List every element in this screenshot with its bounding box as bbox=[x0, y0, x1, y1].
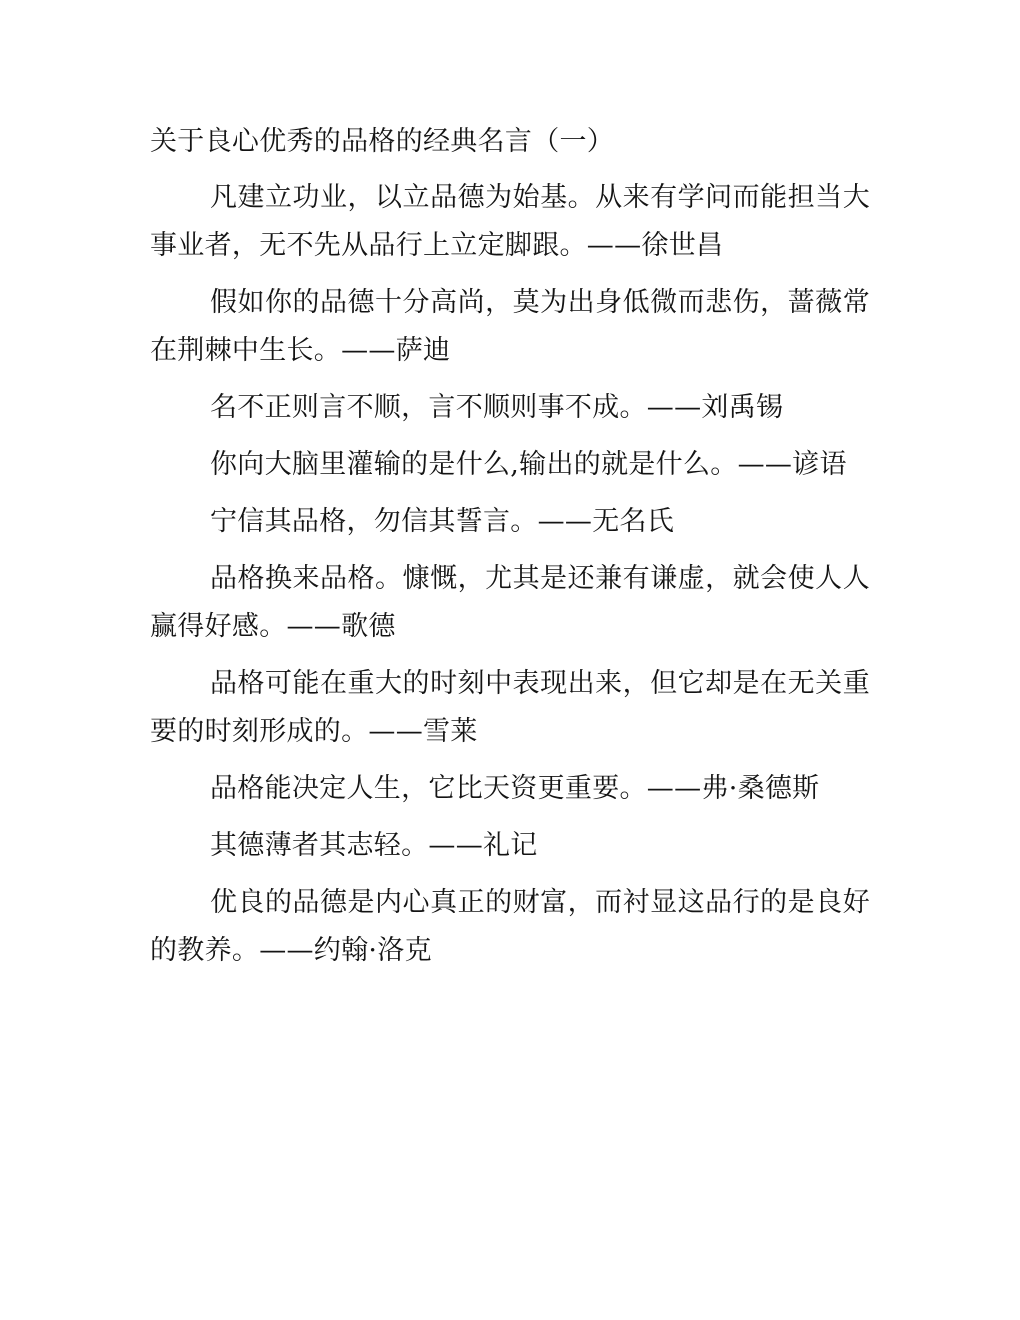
quote-paragraph: 优良的品德是内心真正的财富，而衬显这品行的是良好的教养。——约翰·洛克 bbox=[150, 887, 870, 966]
quote-paragraph: 假如你的品德十分高尚，莫为出身低微而悲伤，蔷薇常在荆棘中生长。——萨迪 bbox=[150, 287, 870, 366]
quote-paragraph: 品格可能在重大的时刻中表现出来，但它却是在无关重要的时刻形成的。——雪莱 bbox=[150, 668, 870, 747]
quote-paragraph: 你向大脑里灌输的是什么,输出的就是什么。——谚语 bbox=[210, 449, 847, 480]
quote-paragraph: 宁信其品格，勿信其誓言。——无名氏 bbox=[210, 506, 675, 537]
document-page bbox=[150, 118, 870, 984]
quote-paragraph: 凡建立功业，以立品德为始基。从来有学问而能担当大事业者，无不先从品行上立定脚跟。——徐世昌 bbox=[150, 182, 870, 261]
quote-paragraph: 品格换来品格。慷慨，尤其是还兼有谦虚，就会使人人赢得好感。——歌德 bbox=[150, 563, 870, 642]
document-title: 关于良心优秀的品格的经典名言（一） bbox=[150, 126, 615, 157]
quote-paragraph: 品格能决定人生，它比天资更重要。——弗·桑德斯 bbox=[210, 773, 820, 804]
quote-paragraph: 其德薄者其志轻。——礼记 bbox=[210, 830, 538, 861]
quote-paragraph: 名不正则言不顺，言不顺则事不成。——刘禹锡 bbox=[210, 392, 784, 423]
